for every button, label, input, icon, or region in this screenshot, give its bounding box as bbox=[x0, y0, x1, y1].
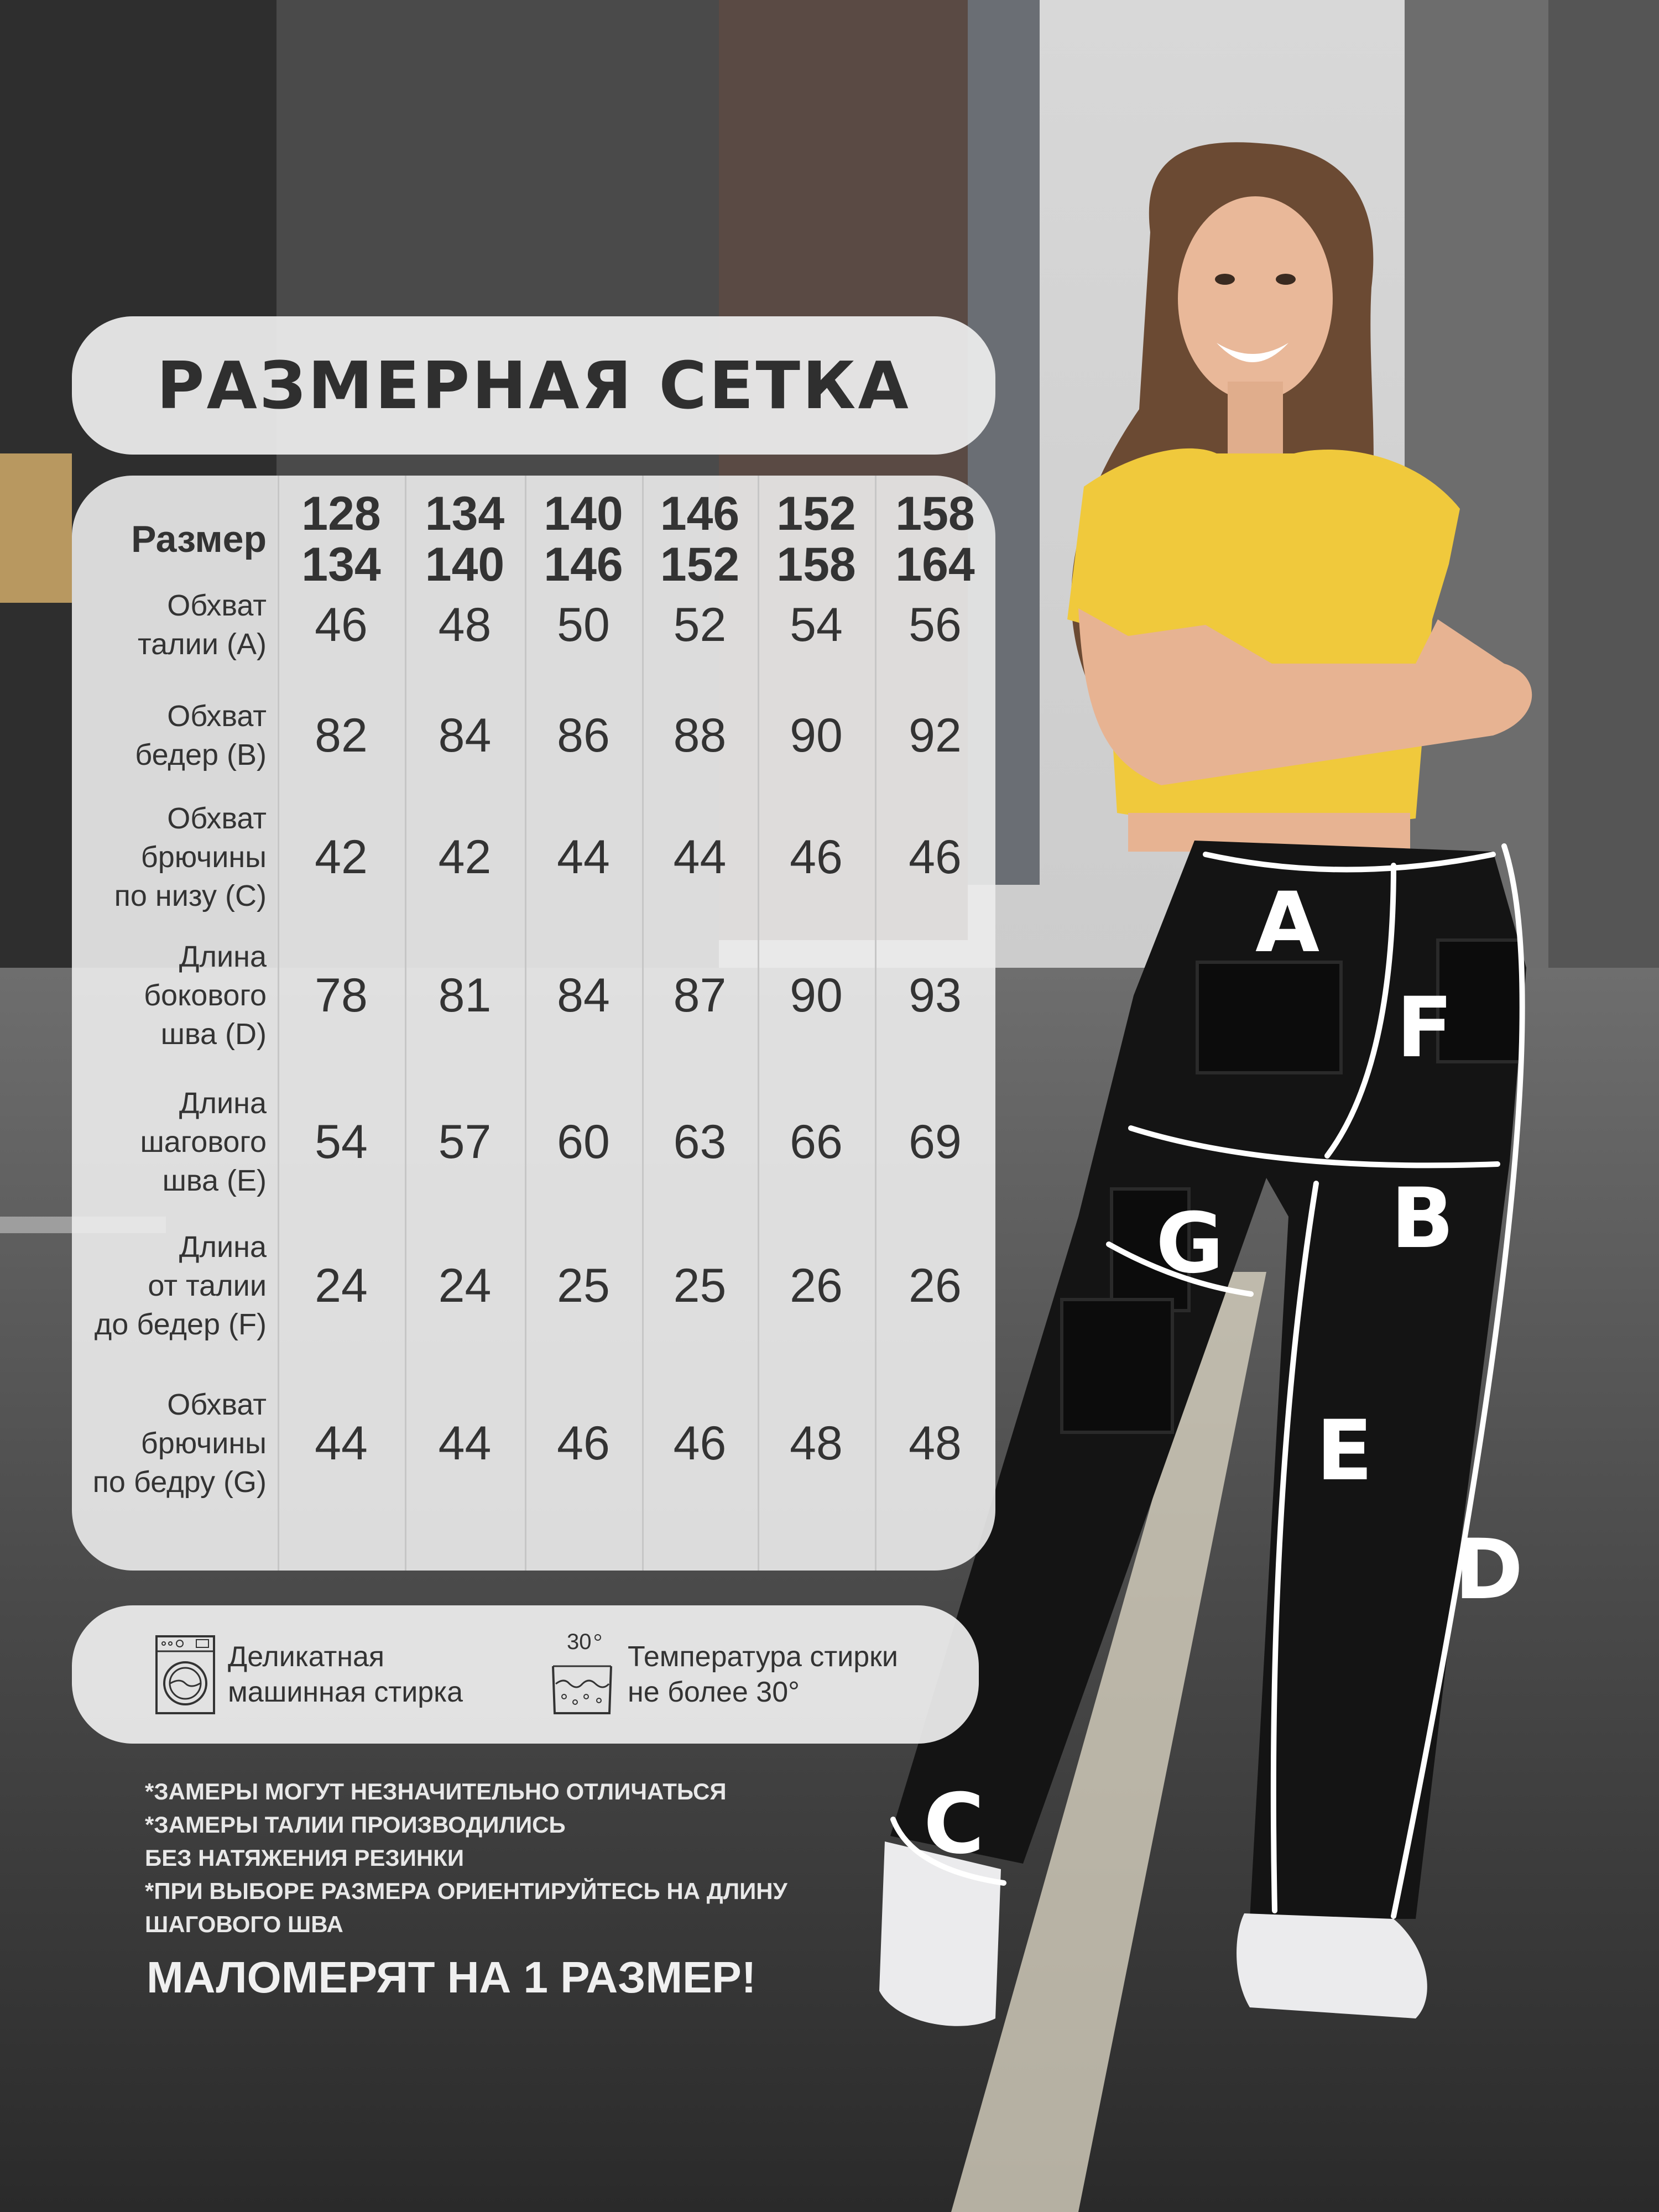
wash-temperature-label: 30 bbox=[567, 1630, 592, 1654]
row-label bbox=[72, 937, 278, 1053]
note-line: *ЗАМЕРЫ ТАЛИИ ПРОИЗВОДИЛИСЬ bbox=[145, 1812, 566, 1838]
table-cell: 60 bbox=[557, 1115, 610, 1168]
note-line: БЕЗ НАТЯЖЕНИЯ РЕЗИНКИ bbox=[145, 1845, 465, 1871]
table-cell: 46 bbox=[673, 1416, 727, 1470]
care-text-line: Деликатная bbox=[228, 1641, 385, 1673]
table-cell: 46 bbox=[557, 1416, 610, 1470]
table-cell: 66 bbox=[790, 1115, 843, 1168]
table-cell: 52 bbox=[673, 598, 727, 651]
table-cell: 46 bbox=[909, 830, 962, 884]
table-cell: 44 bbox=[557, 830, 610, 884]
note-line: ШАГОВОГО ШВА bbox=[145, 1911, 343, 1937]
measure-label-e: E bbox=[1316, 1403, 1373, 1499]
table-cell: 69 bbox=[909, 1115, 962, 1168]
table-row bbox=[72, 796, 995, 918]
row-label-line: до бедер (F) bbox=[94, 1308, 267, 1341]
table-cell: 92 bbox=[909, 708, 962, 762]
measure-label-a: A bbox=[1255, 875, 1320, 971]
wash-30-icon bbox=[550, 1630, 614, 1716]
table-row bbox=[72, 575, 995, 675]
care-text-line: машинная стирка bbox=[228, 1676, 463, 1708]
care-item-delicate-wash bbox=[155, 1605, 463, 1744]
table-cell: 93 bbox=[909, 968, 962, 1022]
table-row bbox=[72, 1219, 995, 1352]
size-bottom: 146 bbox=[544, 538, 623, 591]
table-cell: 44 bbox=[438, 1416, 492, 1470]
table-row bbox=[72, 686, 995, 785]
measure-label-f: F bbox=[1396, 980, 1453, 1076]
row-label bbox=[72, 799, 278, 915]
size-top: 128 bbox=[301, 487, 381, 540]
measure-label-c: C bbox=[924, 1776, 985, 1872]
row-label-line: брючины bbox=[140, 841, 267, 874]
table-cell: 88 bbox=[673, 708, 727, 762]
header-label: Размер bbox=[131, 518, 267, 560]
table-cell: 54 bbox=[315, 1115, 368, 1168]
row-label-line: шва (D) bbox=[160, 1018, 267, 1051]
row-label-line: по низу (C) bbox=[114, 879, 267, 912]
table-cell: 46 bbox=[315, 598, 368, 651]
table-cell: 24 bbox=[438, 1259, 492, 1312]
size-table bbox=[72, 476, 995, 1571]
face bbox=[1178, 196, 1333, 401]
table-cell: 84 bbox=[438, 708, 492, 762]
care-instructions bbox=[72, 1605, 979, 1744]
row-label-line: Длина bbox=[179, 1230, 267, 1264]
table-cell: 90 bbox=[790, 708, 843, 762]
row-label-line: бедер (B) bbox=[135, 738, 267, 771]
note-line: *ПРИ ВЫБОРЕ РАЗМЕРА ОРИЕНТИРУЙТЕСЬ НА ДЛИНУ bbox=[145, 1878, 787, 1904]
size-bottom: 152 bbox=[660, 538, 740, 591]
row-label-line: Длина bbox=[179, 940, 267, 973]
title-banner bbox=[72, 316, 995, 455]
table-cell: 44 bbox=[673, 830, 727, 884]
row-label bbox=[72, 586, 278, 664]
measure-label-b: B bbox=[1391, 1171, 1454, 1267]
table-cell: 81 bbox=[438, 968, 492, 1022]
table-cell: 25 bbox=[557, 1259, 610, 1312]
measure-label-d: D bbox=[1454, 1522, 1524, 1618]
table-cell: 26 bbox=[790, 1259, 843, 1312]
table-row bbox=[72, 929, 995, 1062]
table-cell: 48 bbox=[909, 1416, 962, 1470]
care-text-line: не более 30° bbox=[628, 1676, 800, 1708]
size-warning: МАЛОМЕРЯТ НА 1 РАЗМЕР! bbox=[147, 1953, 757, 2002]
row-label-line: шагового bbox=[140, 1125, 267, 1159]
table-cell: 87 bbox=[673, 968, 727, 1022]
table-cell: 25 bbox=[673, 1259, 727, 1312]
table-cell: 57 bbox=[438, 1115, 492, 1168]
washing-machine-icon bbox=[155, 1635, 216, 1715]
table-cell: 42 bbox=[438, 830, 492, 884]
table-cell: 86 bbox=[557, 708, 610, 762]
size-top: 140 bbox=[544, 487, 623, 540]
table-cell: 48 bbox=[790, 1416, 843, 1470]
row-label-line: по бедру (G) bbox=[92, 1465, 267, 1499]
row-label bbox=[72, 1084, 278, 1200]
row-label-line: Длина bbox=[179, 1087, 267, 1120]
table-cell: 48 bbox=[438, 598, 492, 651]
table-cell: 84 bbox=[557, 968, 610, 1022]
row-label-line: бокового bbox=[144, 979, 267, 1012]
row-label-line: от талии bbox=[148, 1269, 267, 1302]
row-label-line: шва (E) bbox=[162, 1164, 267, 1197]
row-label-line: Обхват bbox=[167, 802, 267, 835]
care-text-line: Температура стирки bbox=[628, 1641, 898, 1673]
table-cell: 42 bbox=[315, 830, 368, 884]
table-cell: 46 bbox=[790, 830, 843, 884]
table-cell: 50 bbox=[557, 598, 610, 651]
size-top: 146 bbox=[660, 487, 740, 540]
table-cell: 54 bbox=[790, 598, 843, 651]
row-label-line: Обхват bbox=[167, 589, 267, 622]
measurement-notes bbox=[145, 1775, 919, 1941]
page-title: РАЗМЕРНАЯ СЕТКА bbox=[156, 347, 911, 424]
size-bottom: 164 bbox=[895, 538, 975, 591]
measure-label-g: G bbox=[1156, 1196, 1224, 1292]
table-row bbox=[72, 1076, 995, 1208]
size-bottom: 158 bbox=[776, 538, 856, 591]
row-label bbox=[72, 697, 278, 774]
row-label-line: брючины bbox=[140, 1427, 267, 1460]
row-label-line: Обхват bbox=[167, 1388, 267, 1421]
table-cell: 63 bbox=[673, 1115, 727, 1168]
size-top: 134 bbox=[425, 487, 505, 540]
table-cell: 56 bbox=[909, 598, 962, 651]
size-top: 152 bbox=[776, 487, 856, 540]
size-bottom: 134 bbox=[301, 538, 381, 591]
table-cell: 26 bbox=[909, 1259, 962, 1312]
table-row bbox=[72, 1371, 995, 1515]
table-cell: 90 bbox=[790, 968, 843, 1022]
table-cell: 44 bbox=[315, 1416, 368, 1470]
table-cell: 78 bbox=[315, 968, 368, 1022]
table-cell: 24 bbox=[315, 1259, 368, 1312]
size-bottom: 140 bbox=[425, 538, 505, 591]
right-shoe bbox=[1237, 1913, 1427, 2018]
table-cell: 82 bbox=[315, 708, 368, 762]
row-label-line: Обхват bbox=[167, 700, 267, 733]
care-item-temperature bbox=[550, 1605, 898, 1744]
size-top: 158 bbox=[895, 487, 975, 540]
row-label bbox=[72, 1385, 278, 1501]
row-label-line: талии (A) bbox=[138, 628, 267, 661]
row-label bbox=[72, 1228, 278, 1344]
note-line: *ЗАМЕРЫ МОГУТ НЕЗНАЧИТЕЛЬНО ОТЛИЧАТЬСЯ bbox=[145, 1778, 727, 1804]
